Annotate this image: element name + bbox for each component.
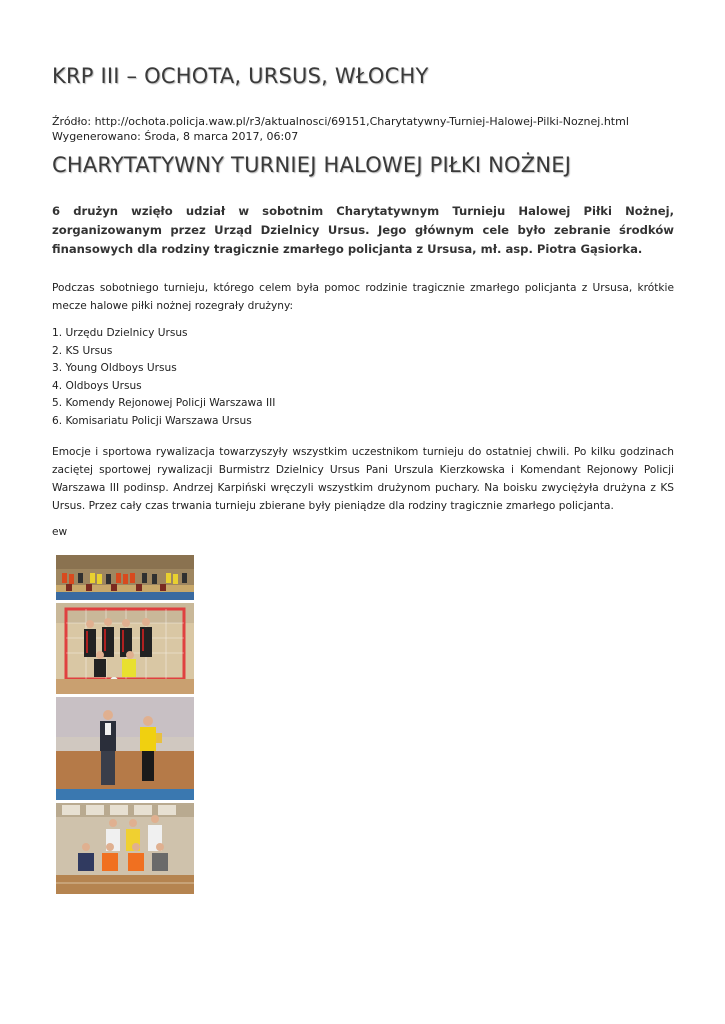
generated-date-line: Wygenerowano: Środa, 8 marca 2017, 06:07 — [52, 130, 299, 143]
photo-gallery — [56, 555, 194, 897]
author-signature: ew — [52, 526, 68, 538]
list-item: 3. Young Oldboys Ursus — [52, 362, 177, 374]
list-item: 1. Urzędu Dzielnicy Ursus — [52, 327, 188, 339]
photo-team-black-red-jerseys[interactable] — [56, 603, 194, 694]
source-url-line: Źródło: http://ochota.policja.waw.pl/r3/aktualnosci/69151,Charytatywny-Turniej-Halowej-Pilki-Noznej.html — [52, 115, 629, 128]
photo-team-orange-jerseys[interactable] — [56, 803, 194, 894]
source-meta — [52, 114, 629, 144]
photo-all-teams-group[interactable] — [56, 555, 194, 600]
photo-award-ceremony[interactable] — [56, 697, 194, 800]
list-item: 4. Oldboys Ursus — [52, 379, 142, 392]
article-title: CHARYTATYWNY TURNIEJ HALOWEJ PIŁKI NOŻNEJ — [52, 153, 572, 177]
teams-list — [52, 325, 275, 430]
list-item: 5. Komendy Rejonowej Policji Warszawa III — [52, 397, 276, 409]
list-item: 6. Komisariatu Policji Warszawa Ursus — [52, 414, 252, 427]
article-paragraph-1: Podczas sobotniego turnieju, którego celem była pomoc rodzinie tragicznie zmarłego policjanta z Ursusa, krótkie mecze halowe piłki nożnej rozegrały drużyny: — [52, 282, 674, 312]
article-lead: 6 drużyn wzięło udział w sobotnim Charytatywnym Turnieju Halowej Piłki Nożnej, zorganizowanym przez Urząd Dzielnicy Ursus. Jego głównym cele było zebranie środków finansowych dla rodziny tragicznie zmarłego policjanta z Ursusa, mł. asp. Piotra Gąsiorka. — [52, 204, 674, 256]
article-paragraph-2: Emocje i sportowa rywalizacja towarzyszyły wszystkim uczestnikom turnieju do ostatniej chwili. Po kilku godzinach zaciętej sportowej rywalizacji Burmistrz Dzielnicy Ursus Pani Urszula Kierzkowska i Komendant Rejonowy Policji Warszawa III podinsp. Andrzej Karpiński wręczyli wszystkim drużynom puchary. Na boisku zwyciężyła drużyna z KS Ursus. Przez cały czas trwania turnieju zbierane były pieniądze dla rodziny tragicznie zmarłego policjanta. — [52, 446, 674, 512]
site-title: KRP III – OCHOTA, URSUS, WŁOCHY — [52, 64, 429, 88]
list-item: 2. KS Ursus — [52, 344, 113, 357]
